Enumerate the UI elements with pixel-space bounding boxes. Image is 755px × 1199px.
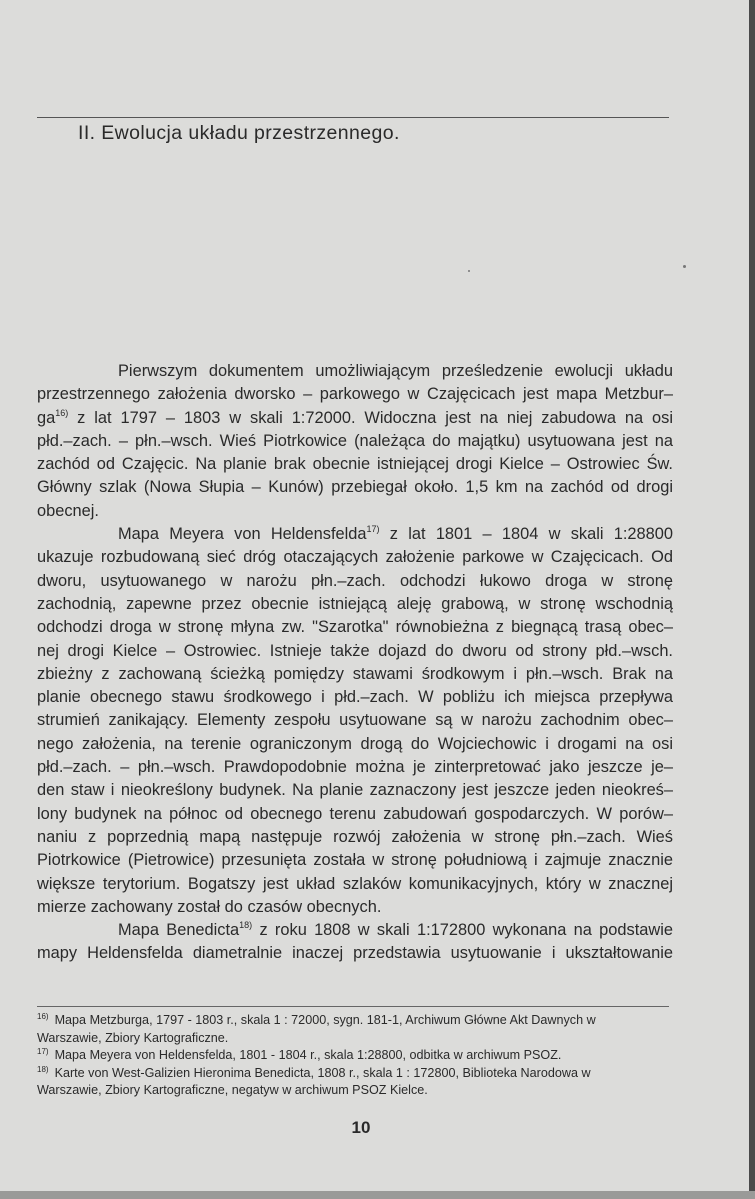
footnote-text: Karte von West-Galizien Hieronima Benedicta, 1808 r., skala 1 : 172800, Biblioteka Narodowa w (54, 1065, 591, 1080)
line-text: ga (37, 408, 56, 427)
text-line: Główny szlak (Nowa Słupia – Kunów) przebiegał około. 1,5 km na zachód od drogi (37, 478, 673, 497)
text-line: mierze zachowany został do czasów obecnych. (37, 897, 382, 916)
text-line: nej drogi Kielce – Ostrowiec. Istnieje także dojazd do dworu od strony płd.–wsch. (37, 641, 673, 660)
text-line: płd.–zach. – płn.–wsch. Wieś Piotrkowice (należąca do majątku) usytuowana jest na (37, 431, 673, 450)
scan-speck (683, 265, 686, 268)
text-line (37, 407, 673, 430)
text-line: naniu z poprzednią mapą następuje rozwój założenia w stronę płn.–zach. Wieś (37, 827, 673, 846)
footnote-line (37, 1047, 677, 1065)
line-text: z lat 1801 – 1804 w skali 1:28800 (379, 525, 674, 544)
text-line: den staw i nieokreślony budynek. Na planie zaznaczony jest jeszcze jeden nieokreś– (37, 781, 673, 800)
text-line: odchodzi droga w stronę młyna zw. "Szarotka" równobieżna z biegnącą trasą obec– (37, 618, 673, 637)
scan-bottom-edge (0, 1191, 755, 1199)
paragraph-3 (37, 919, 673, 966)
text-line (37, 523, 673, 546)
line-text: Mapa Meyera von Heldensfelda (118, 525, 367, 544)
body-text (37, 360, 673, 966)
header-rule (37, 117, 669, 118)
text-line: strumień zanikający. Elementy zespołu usytuowane są w narożu zachodnim obec– (37, 711, 673, 730)
text-line: obecnej. (37, 501, 99, 520)
text-line: mapy Heldensfelda diametralnie inaczej przedstawia usytuowanie i ukształtowanie (37, 944, 673, 963)
paragraph-1 (37, 360, 673, 523)
text-line: planie obecnego stawu środkowego i płd.–zach. W pobliżu ich miejsca przepływa (37, 688, 673, 707)
text-line: dworu, usytuowanego w narożu płn.–zach. odchodzi łukowo droga w stronę (37, 571, 673, 590)
footnote-reference: 16) (55, 407, 69, 418)
line-text: z lat 1797 – 1803 w skali 1:72000. Widoczna jest na niej zabudowa na osi (68, 408, 673, 427)
text-line (37, 919, 673, 942)
text-line: ukazuje rozbudowaną sieć dróg otaczających założenie parkowe w Czajęcicach. Od (37, 548, 673, 567)
footnote-reference: 18) (239, 920, 253, 931)
footnote-text: Warszawie, Zbiory Kartograficzne. (37, 1030, 229, 1045)
footnote-text: Mapa Metzburga, 1797 - 1803 r., skala 1 : 72000, sygn. 181-1, Archiwum Główne Akt Dawnych w (54, 1013, 596, 1027)
text-line: zachód od Czajęcic. Na planie brak obecnie istniejącej drogi Kielce – Ostrowiec Św. (37, 455, 673, 474)
scan-speck (468, 270, 470, 272)
text-line: Piotrkowice (Pietrowice) przesunięta została w stronę południową i zajmuje znacznie (37, 851, 673, 870)
text-line: nego założenia, na terenie ograniczonym drogą do Wojciechowic i drogami na osi (37, 734, 673, 753)
text-line: lony budynek na północ od obecnego terenu zabudowań gospodarczych. W porów– (37, 804, 673, 823)
footnote-text: Mapa Meyera von Heldensfelda, 1801 - 1804 r., skala 1:28800, odbitka w archiwum PSOZ. (54, 1048, 562, 1063)
line-text: z roku 1808 w skali 1:172800 wykonana na podstawie (252, 921, 673, 940)
page-number: 10 (351, 1118, 371, 1137)
line-text: Mapa Benedicta (118, 921, 240, 940)
footnote-rule (37, 1006, 669, 1007)
footnote-mark: 17) (37, 1047, 49, 1057)
text-line: zbieżny z zachowaną ścieżką pomiędzy stawami środkowym i płn.–wsch. Brak na (37, 664, 673, 683)
scan-edge (749, 0, 755, 1199)
footnote-line (37, 1030, 677, 1048)
text-line: płd.–zach. – płn.–wsch. Prawdopodobnie można je zinterpretować jako jeszcze je– (37, 758, 673, 777)
footnote-line (37, 1065, 677, 1083)
footnote-mark: 16) (37, 1012, 49, 1021)
text-line: przestrzennego założenia dworsko – parkowego w Czajęcicach jest mapa Metzbur– (37, 385, 673, 404)
text-line: większe terytorium. Bogatszy jest układ szlaków komunikacyjnych, który w znacznej (37, 874, 673, 893)
paragraph-2 (37, 523, 673, 919)
footnote-line (37, 1012, 677, 1030)
section-heading: II. Ewolucja układu przestrzennego. (78, 122, 400, 144)
footnote-reference: 17) (366, 524, 380, 535)
footnote-line (37, 1082, 677, 1100)
footnotes (37, 1012, 677, 1100)
text-line: Pierwszym dokumentem umożliwiającym prześledzenie ewolucji układu (118, 362, 673, 380)
footnote-mark: 18) (37, 1064, 49, 1074)
footnote-text: Warszawie, Zbiory Kartograficzne, negatyw w archiwum PSOZ Kielce. (37, 1083, 428, 1098)
text-line: zachodnią, zapewne przez obecnie istniejącą aleję grabową, w stronę wschodnią (37, 594, 673, 613)
